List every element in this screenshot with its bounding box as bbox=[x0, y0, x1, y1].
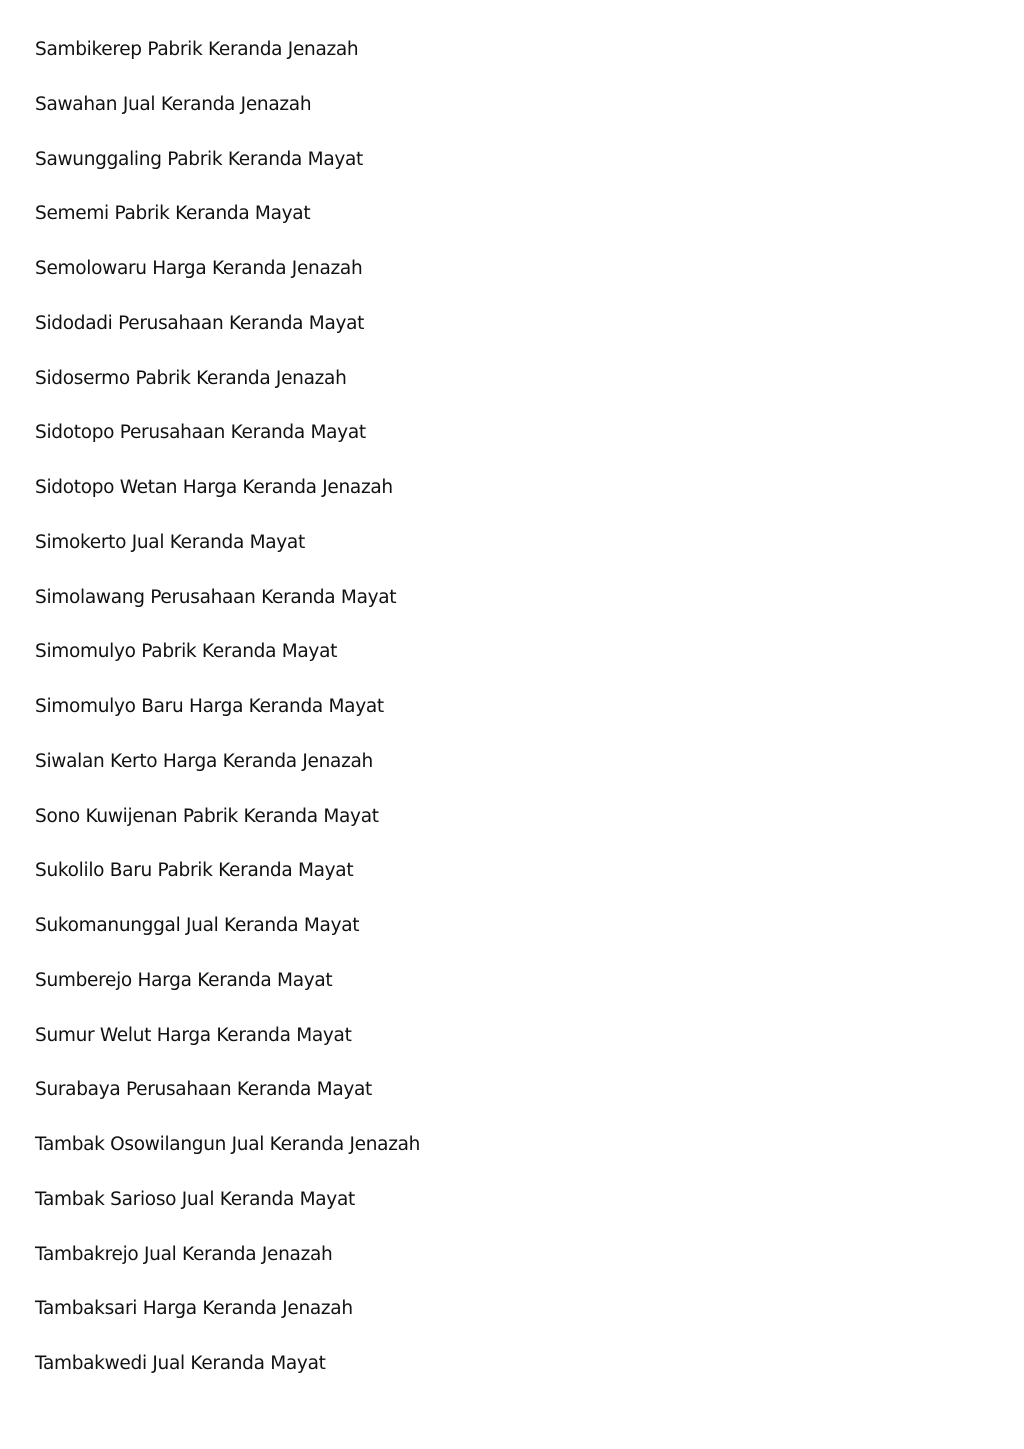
list-item: Sambikerep Pabrik Keranda Jenazah bbox=[35, 39, 359, 60]
list-item: Sawahan Jual Keranda Jenazah bbox=[35, 93, 312, 115]
list-item: Sememi Pabrik Keranda Mayat bbox=[35, 203, 311, 225]
list-item: Sidosermo Pabrik Keranda Jenazah bbox=[35, 367, 347, 389]
list-item: Tambak Sarioso Jual Keranda Mayat bbox=[35, 1188, 355, 1210]
list-item: Sawunggaling Pabrik Keranda Mayat bbox=[35, 148, 364, 170]
list-item: Sidotopo Wetan Harga Keranda Jenazah bbox=[35, 477, 393, 498]
list-item: Sono Kuwijenan Pabrik Keranda Mayat bbox=[35, 805, 379, 827]
list-item: Sumberejo Harga Keranda Mayat bbox=[35, 969, 333, 991]
list-item: Simomulyo Pabrik Keranda Mayat bbox=[35, 641, 338, 663]
list-item: Sumur Welut Harga Keranda Mayat bbox=[35, 1024, 352, 1046]
list-item: Tambakwedi Jual Keranda Mayat bbox=[35, 1353, 326, 1374]
list-item: Sidotopo Perusahaan Keranda Mayat bbox=[35, 422, 366, 444]
list-item: Simokerto Jual Keranda Mayat bbox=[35, 531, 305, 553]
list-item: Simolawang Perusahaan Keranda Mayat bbox=[35, 586, 397, 608]
list-item: Semolowaru Harga Keranda Jenazah bbox=[35, 258, 363, 279]
list-item: Sidodadi Perusahaan Keranda Mayat bbox=[35, 312, 365, 334]
entry-list bbox=[35, 36, 1024, 1405]
list-item: Siwalan Kerto Harga Keranda Jenazah bbox=[35, 750, 373, 772]
list-item: Simomulyo Baru Harga Keranda Mayat bbox=[35, 696, 384, 717]
list-item: Tambak Osowilangun Jual Keranda Jenazah bbox=[35, 1134, 421, 1155]
list-item: Surabaya Perusahaan Keranda Mayat bbox=[35, 1079, 373, 1101]
list-item: Sukolilo Baru Pabrik Keranda Mayat bbox=[35, 860, 354, 882]
list-item: Tambakrejo Jual Keranda Jenazah bbox=[35, 1243, 333, 1265]
list-item: Tambaksari Harga Keranda Jenazah bbox=[35, 1298, 353, 1320]
list-item: Sukomanunggal Jual Keranda Mayat bbox=[35, 915, 360, 936]
